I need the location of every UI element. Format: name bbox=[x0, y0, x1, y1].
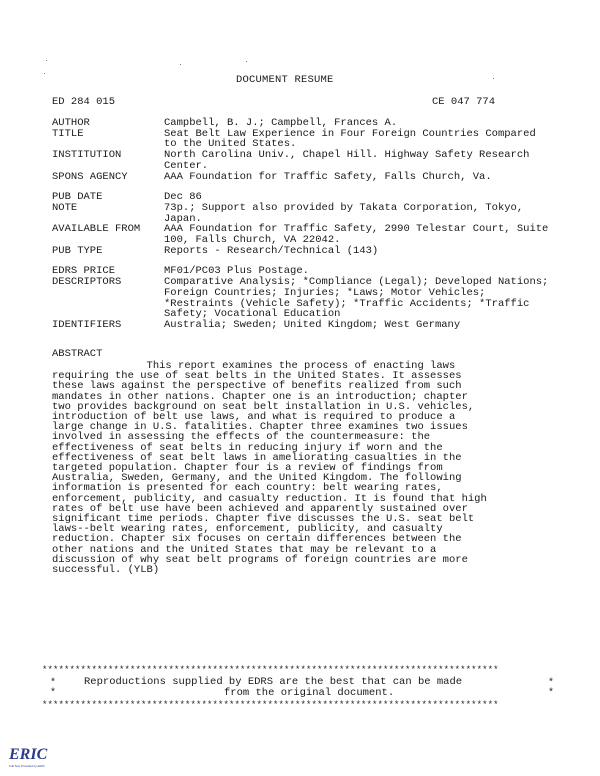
eric-logo bbox=[8, 742, 48, 770]
field-pub-type bbox=[52, 246, 552, 257]
field-label: SPONS AGENCY bbox=[52, 170, 128, 183]
eric-logo-text: ERIC bbox=[9, 746, 48, 763]
field-label: PUB TYPE bbox=[52, 244, 103, 257]
field-identifiers bbox=[52, 320, 552, 331]
field-label: IDENTIFIERS bbox=[52, 318, 122, 331]
field-label: TITLE bbox=[52, 127, 84, 140]
field-descriptors bbox=[52, 277, 552, 320]
field-label: PUB DATE bbox=[52, 191, 103, 204]
star-border-left: * bbox=[50, 678, 57, 689]
star-border-right: * bbox=[548, 688, 555, 699]
reproduction-notice: Reproductions supplied by EDRS are the best that can be made bbox=[84, 676, 463, 688]
star-border-bottom: *********************************************************************************** bbox=[42, 700, 499, 710]
star-border-right: * bbox=[548, 678, 555, 689]
field-value: Comparative Analysis; *Compliance (Legal); Developed Nations; Foreign Countries; Injuries; *Laws; Motor Vehicles; *Restraints (Vehicle Safety); *Traffic Accidents; *Traffic Safety; Vocational Education bbox=[164, 276, 549, 321]
field-label: DESCRIPTORS bbox=[52, 276, 122, 289]
field-value: Reports - Research/Technical (143) bbox=[164, 244, 379, 257]
field-value: MF01/PC03 Plus Postage. bbox=[164, 265, 309, 278]
field-label: AUTHOR bbox=[52, 117, 90, 129]
metadata-fields bbox=[52, 118, 552, 331]
field-value: Australia; Sweden; United Kingdom; West Germany bbox=[164, 318, 461, 331]
field-label: EDRS PRICE bbox=[52, 265, 116, 278]
abstract-text: This report examines the process of enacting laws requiring the use of seat belts in the United States. It assesses these laws against the perspective of benefits realized from such mandates in other nations. Chapter one is an introduction; chapter two provides background on seat belt installation in U.S. vehicles, introduction of belt use laws, and what is required to produce a large change in U.S. fatalities. Chapter three examines two issues involved in assessing the effects of the countermeasure: the effectiveness of seat belts in reducing injury if worn and the effectiveness of seat belt laws in ameliorating casualties in the targeted population. Chapter four is a review of findings from Australia, Sweden, Germany, and the United Kingdom. The following information is presented for each country: belt wearing rates, enforcement, publicity, and casualty reduction. It is found that high rates of belt use have been achieved and apparently sustained over significant time periods. Chapter five discusses the U.S. seat belt laws--belt wearing rates, enforcement, publicity, and casualty reduction. Chapter six focuses on certain differences between the other nations and the United States that may be relevant to a discussion of why seat belt programs of foreign countries are more successful. (YLB) bbox=[52, 360, 487, 577]
field-value: AAA Foundation for Traffic Safety, 2990 Telestar Court, Suite 100, Falls Church, VA 22042. bbox=[164, 223, 549, 247]
abstract-label: ABSTRACT bbox=[52, 348, 103, 360]
field-title bbox=[52, 129, 552, 150]
field-value: North Carolina Univ., Chapel Hill. Highway Safety Research Center. bbox=[164, 149, 530, 172]
field-value: Seat Belt Law Experience in Four Foreign Countries Compared to the United States. bbox=[164, 127, 536, 151]
field-value: AAA Foundation for Traffic Safety, Falls Church, Va. bbox=[164, 170, 492, 183]
eric-logo-subtitle: Full Text Provided by ERIC bbox=[9, 764, 45, 768]
field-available-from bbox=[52, 224, 552, 245]
field-label: INSTITUTION bbox=[52, 149, 122, 162]
field-value: Dec 86 bbox=[164, 191, 202, 204]
field-institution bbox=[52, 150, 552, 171]
star-border-top: *********************************************************************************** bbox=[42, 665, 499, 675]
ed-number: ED 284 015 bbox=[52, 96, 116, 108]
document-title: DOCUMENT RESUME bbox=[236, 74, 334, 86]
field-value: 73p.; Support also provided by Takata Corporation, Tokyo, Japan. bbox=[164, 201, 524, 225]
ce-number: CE 047 774 bbox=[432, 96, 496, 108]
star-border-left: * bbox=[50, 688, 57, 699]
reproduction-notice: from the original document. bbox=[224, 687, 395, 699]
field-label: AVAILABLE FROM bbox=[52, 223, 141, 236]
spacer bbox=[52, 182, 552, 192]
field-note bbox=[52, 203, 552, 224]
field-label: NOTE bbox=[52, 201, 78, 214]
field-value: Campbell, B. J.; Campbell, Frances A. bbox=[164, 117, 398, 129]
field-spons-agency bbox=[52, 172, 552, 183]
